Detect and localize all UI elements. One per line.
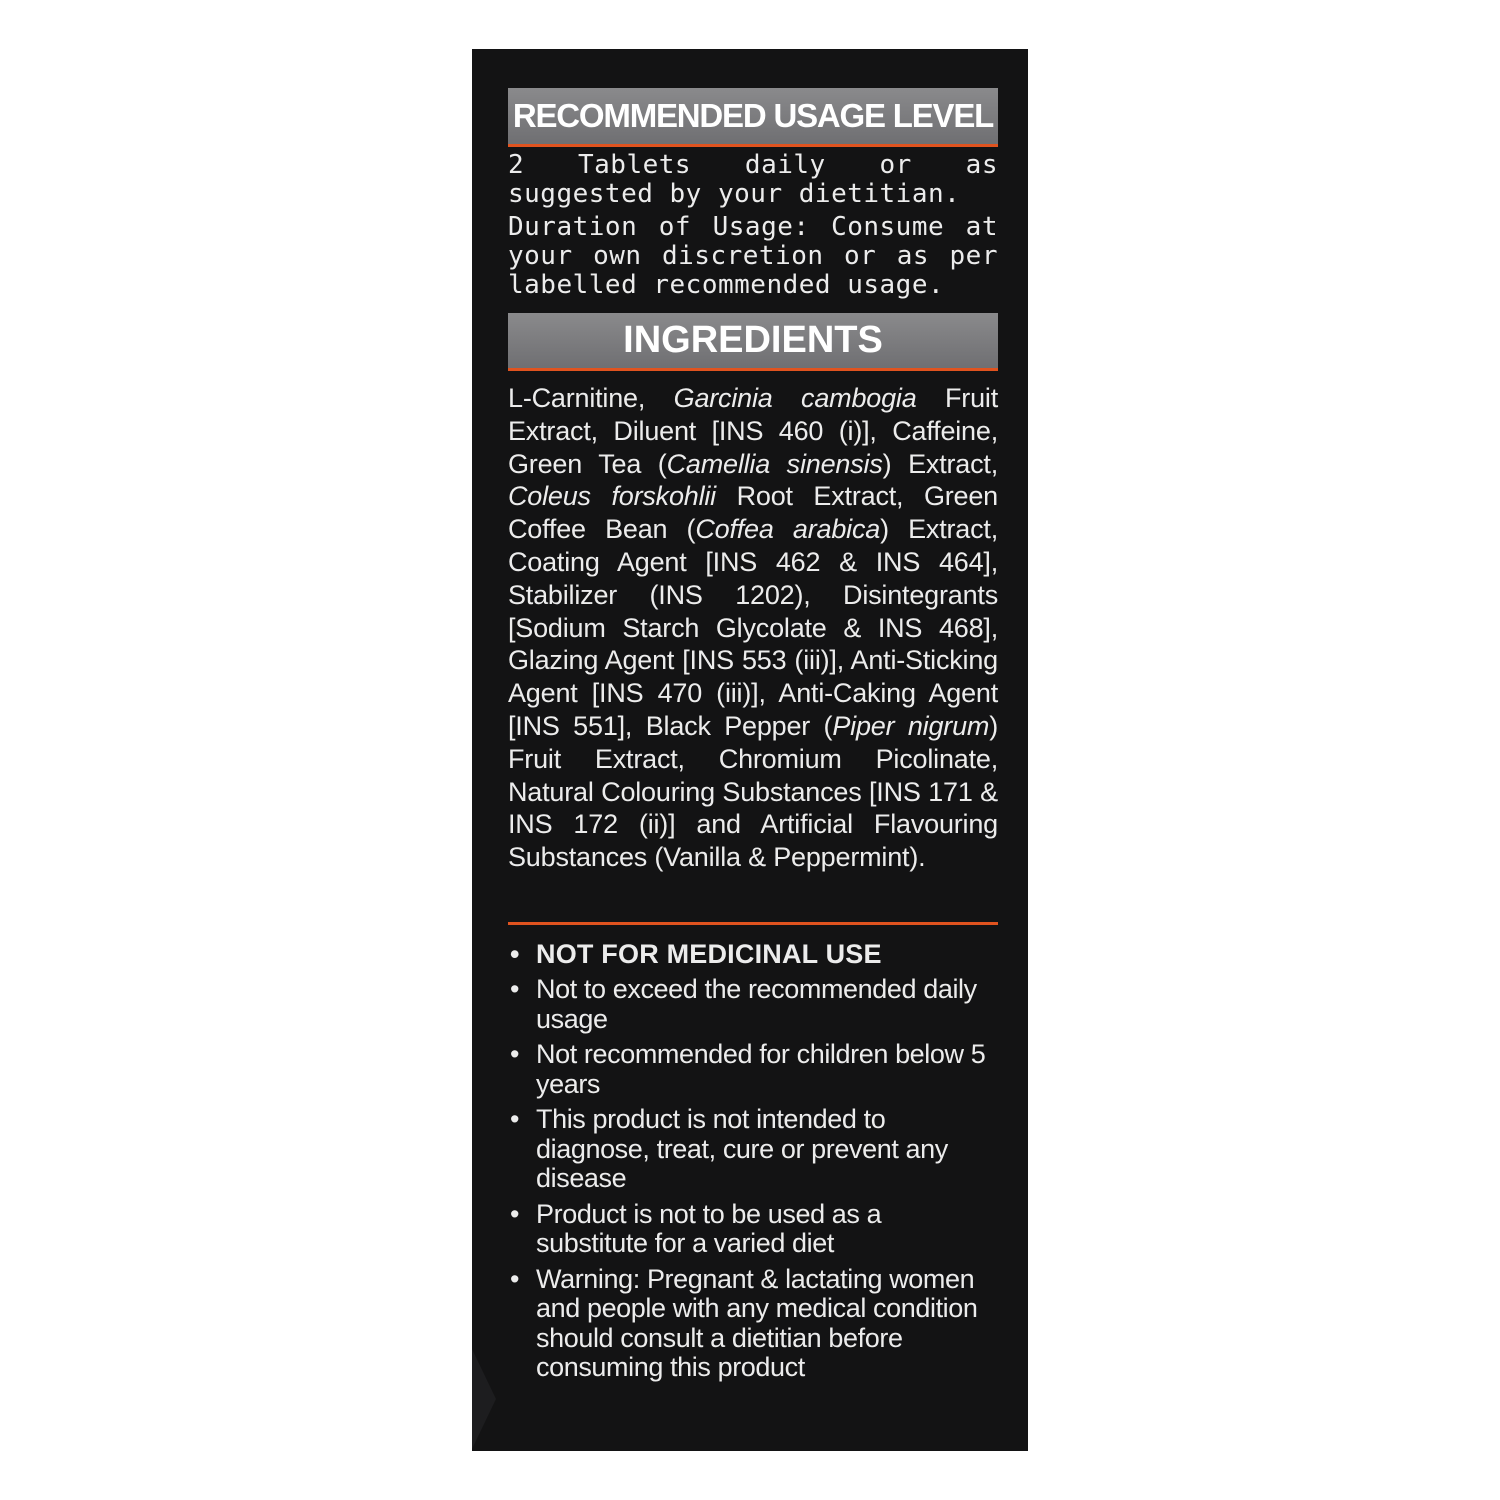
- warning-item: [508, 940, 998, 970]
- usage-header: [508, 88, 998, 147]
- ingredients-text: [508, 382, 998, 874]
- ingredient-segment: L-Carnitine,: [508, 383, 674, 413]
- warning-item: [508, 975, 998, 1034]
- ingredients-title: INGREDIENTS: [623, 319, 883, 361]
- bullet-icon: •: [510, 974, 520, 1005]
- warning-text: Not recommended for children below 5 years: [536, 1039, 986, 1099]
- ingredient-segment-italic: Camellia sinensis: [666, 448, 883, 479]
- warning-text: Not to exceed the recommended daily usage: [536, 974, 977, 1034]
- bullet-icon: •: [510, 1039, 520, 1070]
- ingredient-segment: ) Extract,: [882, 448, 999, 479]
- warning-text: Warning: Pregnant & lactating women and people with any medical condition should consult a dietitian before consuming this product: [536, 1263, 978, 1383]
- ingredient-segment: ) Extract, Coating Agent [INS 462 & INS 464], Stabilizer (INS 1202), Disintegrants [Sodium Starch Glycolate & INS 468], Glazing Agent [INS 553 (iii)], Anti-Sticking Agent [INS 470 (iii)], Anti-Caking Agent [INS 551], Black Pepper (: [508, 514, 999, 741]
- ingredient-segment-italic: Coleus forskohlii: [508, 481, 716, 512]
- ingredient-segment-italic: Coffea arabica: [695, 514, 881, 545]
- warning-text: NOT FOR MEDICINAL USE: [536, 938, 882, 969]
- usage-dosage: 2 Tablets daily or as suggested by your dietitian.: [508, 150, 998, 209]
- ingredient-segment: ) Fruit Extract, Chromium Picolinate, Natural Colouring Substances [INS 171 & INS 172 (ii)] and Artificial Flavouring Substances (Vanilla & Peppermint).: [508, 710, 998, 873]
- usage-duration: Duration of Usage: Consume at your own discretion or as per labelled recommended usage.: [508, 212, 998, 300]
- bullet-icon: •: [510, 1198, 520, 1229]
- label-content: [508, 88, 998, 1389]
- usage-title: RECOMMENDED USAGE LEVEL: [512, 97, 994, 134]
- usage-text: [508, 151, 998, 300]
- product-label-panel: [472, 49, 1028, 1451]
- warning-text: Product is not to be used as a substitute for a varied diet: [536, 1198, 882, 1259]
- ingredients-header: [508, 313, 998, 371]
- bullet-icon: •: [510, 938, 520, 969]
- ingredient-segment-italic: Garcinia cambogia: [673, 383, 917, 413]
- bullet-icon: •: [510, 1104, 520, 1135]
- warning-item: [508, 1265, 998, 1383]
- decorative-edge-shape: [472, 1349, 496, 1449]
- ingredient-segment: Fruit Extract, Diluent [INS 460 (i)], Caffeine, Green Tea (: [508, 383, 998, 479]
- bullet-icon: •: [510, 1263, 520, 1294]
- section-divider: [508, 922, 998, 925]
- warning-item: [508, 1105, 998, 1194]
- ingredient-segment: Root Extract, Green Coffee Bean (: [508, 481, 998, 545]
- ingredient-segment-italic: Piper nigrum: [832, 710, 990, 741]
- warning-item: [508, 1040, 998, 1099]
- warning-item: [508, 1200, 998, 1259]
- warning-text: This product is not intended to diagnose, treat, cure or prevent any disease: [536, 1104, 948, 1194]
- warnings-list: [508, 940, 998, 1383]
